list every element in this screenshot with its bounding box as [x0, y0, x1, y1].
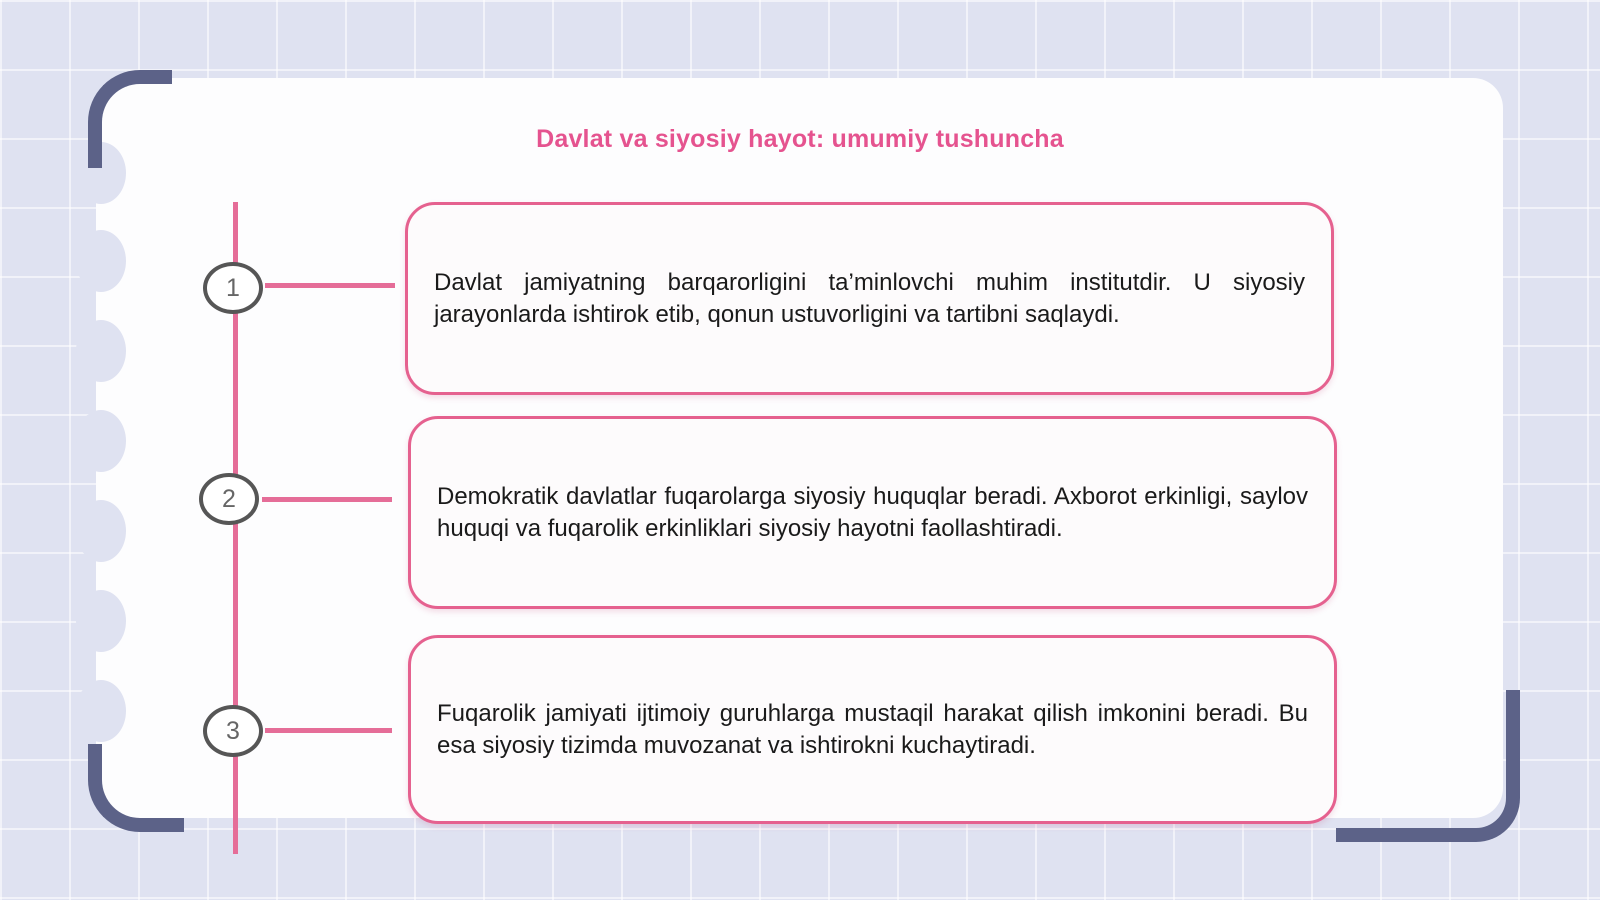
step-number-badge — [203, 262, 263, 314]
paper-notch — [76, 680, 126, 742]
step-number: 3 — [226, 716, 240, 745]
paper-notch — [76, 410, 126, 472]
card-text: Demokratik davlatlar fuqarolarga siyosiy huquqlar beradi. Axborot erkinligi, saylov huquqi va fuqarolik erkinliklari siyosiy hayotni faollashtiradi. — [437, 482, 1308, 542]
timeline-card — [408, 416, 1337, 609]
slide-title: Davlat va siyosiy hayot: umumiy tushuncha — [536, 125, 1064, 153]
paper-notch — [76, 500, 126, 562]
timeline-card — [408, 635, 1337, 824]
frame-corner-bottom-left — [88, 744, 184, 832]
step-number: 1 — [226, 273, 240, 302]
timeline-connector — [262, 497, 392, 502]
card-text: Fuqarolik jamiyati ijtimoiy guruhlarga mustaqil harakat qilish imkonini beradi. Bu esa siyosiy tizimda muvozanat va ishtirokni kuchaytiradi. — [437, 699, 1308, 759]
step-number-badge — [203, 705, 263, 757]
paper-notch — [76, 320, 126, 382]
timeline-connector — [265, 283, 395, 288]
paper-notch — [76, 590, 126, 652]
paper-notch — [76, 230, 126, 292]
step-number: 2 — [222, 484, 236, 513]
timeline-connector — [265, 728, 392, 733]
timeline-card — [405, 202, 1334, 395]
card-text: Davlat jamiyatning barqarorligini ta’minlovchi muhim institutdir. U siyosiy jarayonlarda ishtirok etib, qonun ustuvorligini va tartibni saqlaydi. — [434, 268, 1305, 328]
frame-corner-bottom-right — [1336, 690, 1520, 842]
step-number-badge — [199, 473, 259, 525]
